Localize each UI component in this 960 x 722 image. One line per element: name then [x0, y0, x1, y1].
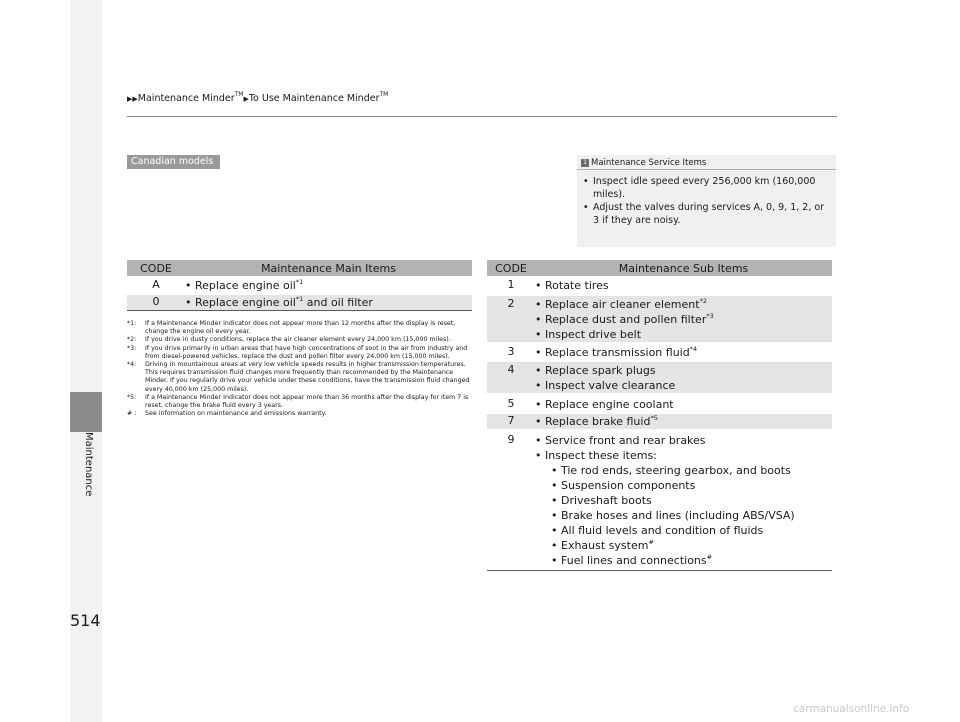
- item-text: and oil filter: [303, 295, 373, 309]
- row-code: 2: [487, 295, 535, 342]
- sub-item-text: Fuel lines and connections: [561, 553, 707, 567]
- footnotes: [127, 320, 472, 418]
- col-items-header: Maintenance Main Items: [185, 260, 472, 276]
- header-rule: [127, 116, 837, 117]
- footnote-text: If you drive in dusty conditions, replace the air cleaner element every 24,000 km (15,000 miles).: [145, 336, 451, 344]
- table-row: [487, 429, 832, 570]
- row-code: 0: [127, 294, 185, 310]
- table-row: [487, 295, 832, 342]
- row-items: [535, 361, 832, 393]
- item-text: • Rotate tires: [535, 278, 832, 293]
- item-text: • Inspect drive belt: [535, 327, 832, 342]
- warranty-ref[interactable]: #: [648, 537, 654, 546]
- sub-item-text: Exhaust system: [561, 538, 649, 552]
- sub-item-text: • Driveshaft boots: [535, 493, 832, 508]
- row-items: [535, 393, 832, 413]
- footnote-text: If a Maintenance Minder Indicator does not appear more than 36 months after the display for item 7 is reset, change the brake fluid every 3 years.: [145, 393, 469, 410]
- note-list: [587, 175, 827, 227]
- table-row: [487, 393, 832, 413]
- col-code-header: CODE: [127, 260, 185, 276]
- sub-item-text: • Tie rod ends, steering gearbox, and boots: [535, 463, 832, 478]
- note-item: • Inspect idle speed every 256,000 km (160,000 miles).: [587, 175, 827, 201]
- section-label: Maintenance: [83, 432, 94, 497]
- item-text: • Inspect these items:: [535, 448, 832, 463]
- side-tab-marker: [70, 392, 102, 432]
- item-text: • Inspect valve clearance: [535, 378, 832, 393]
- footnote: [127, 410, 472, 418]
- row-code: 5: [487, 393, 535, 413]
- sub-item-text: • Brake hoses and lines (including ABS/VSA): [535, 508, 832, 523]
- item-text: Replace brake fluid: [545, 414, 651, 428]
- col-code-header: CODE: [487, 260, 535, 276]
- row-code: 9: [487, 429, 535, 570]
- footnote: [127, 394, 472, 410]
- table-row: [487, 276, 832, 295]
- breadcrumb-arrow-icon: ▶: [243, 95, 249, 103]
- footnote-text: If a Maintenance Minder indicator does not appear more than 12 months after the display is reset, change the engine oil every year.: [145, 320, 456, 336]
- warranty-ref[interactable]: #: [706, 552, 713, 561]
- col-items-header: Maintenance Sub Items: [535, 260, 832, 276]
- row-items: [535, 429, 832, 570]
- sub-item-text: • Suspension components: [535, 478, 832, 493]
- row-code: 7: [487, 413, 535, 429]
- footnote-ref[interactable]: *5: [650, 413, 658, 422]
- row-code: 4: [487, 361, 535, 393]
- footnote: [127, 345, 472, 361]
- footnote: [127, 320, 472, 336]
- note-rule: [577, 169, 836, 170]
- row-items: [185, 276, 472, 294]
- table-row: [487, 342, 832, 361]
- trademark: TM: [379, 91, 389, 98]
- footnote-text: Driving in mountainous areas at very low vehicle speeds results in higher transmission temperatures. This requires transmission fluid changes more frequently than recommended by the Maintenance Minder. If you regularly drive your vehicle under these conditions, have the transmission fluid changed every 40,000 km (25,000 miles).: [145, 361, 470, 393]
- note-box: [577, 155, 836, 247]
- item-text: • Service front and rear brakes: [535, 433, 832, 448]
- row-items: [185, 294, 472, 310]
- note-title[interactable]: [581, 158, 706, 168]
- item-text: • Replace engine coolant: [535, 397, 832, 412]
- table-row: [487, 413, 832, 429]
- note-link-icon: 1: [581, 159, 589, 167]
- footnote: [127, 336, 472, 344]
- note-title-text: Maintenance Service Items: [591, 158, 707, 168]
- row-items: [535, 276, 832, 295]
- breadcrumb-part-1[interactable]: Maintenance Minder: [137, 93, 235, 104]
- footnote-ref[interactable]: *2: [699, 296, 707, 305]
- item-text: • Replace spark plugs: [535, 363, 832, 378]
- footnote-ref[interactable]: *4: [689, 344, 698, 353]
- row-items: [535, 342, 832, 361]
- footnote-ref[interactable]: *1: [295, 278, 304, 286]
- footnote-text: If you drive primarily in urban areas that have high concentrations of soot in the air from industry and from diesel-powered vehicles, replace the dust and pollen filter every 24,000 km (15,000 miles).: [145, 344, 468, 360]
- sub-items-table: [487, 260, 832, 571]
- item-text: Replace air cleaner element: [545, 297, 700, 311]
- item-text: Replace transmission fluid: [545, 345, 690, 359]
- row-items: [535, 413, 832, 429]
- region-badge: Canadian models: [127, 155, 220, 169]
- row-items: [535, 295, 832, 342]
- table-row: [487, 361, 832, 393]
- item-text: Replace dust and pollen filter: [545, 312, 707, 326]
- footnote-mark: # :: [127, 410, 137, 418]
- footnote-mark: *1:: [127, 320, 137, 327]
- row-code: 1: [487, 276, 535, 295]
- footnote-ref[interactable]: *3: [706, 311, 714, 320]
- watermark: carmanualsonline.info: [793, 703, 910, 715]
- footnote-ref[interactable]: *1: [295, 294, 304, 303]
- table-row: [127, 276, 472, 294]
- trademark: TM: [234, 91, 244, 98]
- row-code: 3: [487, 342, 535, 361]
- footnote-mark: *5:: [127, 393, 137, 401]
- footnote-text: See information on maintenance and emissions warranty.: [145, 410, 327, 418]
- breadcrumb: [127, 93, 388, 104]
- footnote-mark: *2:: [127, 336, 137, 344]
- main-items-table: [127, 260, 472, 311]
- breadcrumb-arrow-icon: ▶▶: [127, 95, 138, 103]
- note-item: • Adjust the valves during services A, 0, 9, 1, 2, or 3 if they are noisy.: [587, 201, 827, 227]
- row-code: A: [127, 276, 185, 294]
- breadcrumb-part-2[interactable]: To Use Maintenance Minder: [248, 93, 380, 104]
- footnote-mark: *3:: [127, 344, 137, 352]
- footnote: [127, 361, 472, 394]
- page-number: 514: [70, 611, 101, 630]
- item-text: Replace engine oil: [195, 279, 296, 292]
- footnote-mark: *4:: [127, 361, 137, 369]
- item-text: Replace engine oil: [195, 295, 296, 309]
- table-row: [127, 294, 472, 310]
- sub-item-text: • All fluid levels and condition of fluids: [535, 523, 832, 538]
